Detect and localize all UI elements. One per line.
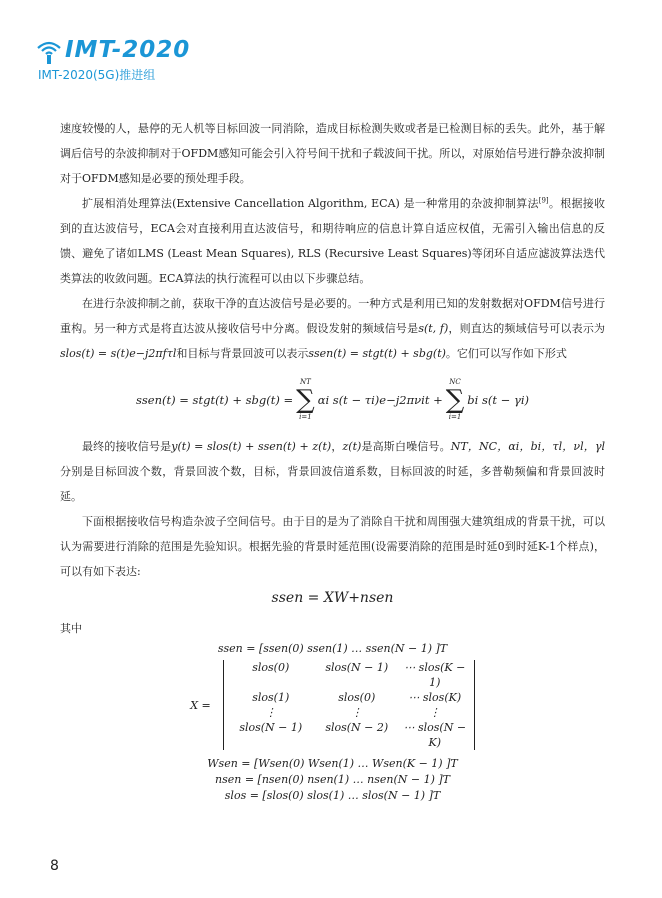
sum-symbol-2: NC ∑ i=1 [445,378,465,421]
subtitle: IMT-2020(5G)推进组 [38,68,156,82]
equation-matrix [60,660,605,750]
matrix-cell: ⋮ [429,706,441,719]
matrix-cell: slos(1) [252,691,290,704]
matrix-cell: slos(N − 1) [239,721,303,734]
sum-2-lower: i=1 [448,413,462,421]
paragraph-3-text-b: ，则直达的频域信号可以表示为 [448,322,606,335]
paragraph-6: 其中 [60,622,82,635]
inline-math-signal: s(t, f) [418,322,449,335]
equation-sum [60,370,605,430]
paragraph-3-text-c: 和目标与背景回波可以表示 [176,347,309,360]
matrix-cell: slos(0) [252,661,290,674]
sum-2-term: bi s(t − γi) [467,393,529,407]
main-content [60,116,605,804]
inline-math-los: slos(t) = s(t)e−j2πfτl [60,347,177,360]
matrix-cell: ⋮ [351,706,363,719]
paragraph-3-text-a: 在进行杂波抑制之前，获取干净的直达波信号是必要的。一种方式是利用已知的发射数据对OFDM信号进行重构。另一种方式是将直达波从接收信号中分离。假设发射的频域信号是 [60,297,605,335]
paragraph-2-text-a: 扩展相消处理算法(Extensive Cancellation Algorithm, ECA) 是一种常用的杂波抑制算法 [82,197,539,210]
paragraph-2-text-b: 。根据接收到的直达波信号，ECA会对直接利用直达波信号，和期待响应的信息计算自适应权值，无需引入输出信息的反馈、避免了诸如LMS (Least Mean Squares), RLS (Recursive Least Squares)等闭环自适应滤波算法迭代类算法的收敛问题。ECA算法的执行流程可以由以下步骤总结。 [60,197,605,285]
signal-wave-icon [34,36,64,64]
matrix-cell: slos(0) [338,691,376,704]
matrix-label: X = [190,698,211,712]
matrix-cell: ⋯ slos(K − 1) [404,661,466,689]
paragraph-2 [60,191,605,291]
paragraph-5: 下面根据接收信号构造杂波子空间信号。由于目的是为了消除自干扰和周围强大建筑组成的背景干扰，可以认为需要进行消除的范围是先验知识。根据先验的背景时延范围(设需要消除的范围是时延0到时延K-1个样点)，可以有如下表达: [60,515,605,578]
inline-math-vars: NT，NC，αi，bi，τl，νl，γl [450,440,606,453]
sum-2-upper: NC [449,378,461,386]
page-number: 8 [50,858,59,874]
paragraph-4-text-c: 是高斯白噪信号。 [361,440,451,453]
inline-math-sen: ssen(t) = stgt(t) + sbg(t) [308,347,446,360]
matrix-cell: ⋯ slos(N − K) [403,721,467,749]
header [34,36,254,96]
sum-1-term: αi s(t − τi)e−j2πνit + [317,393,443,407]
equation-sum-lhs: ssen(t) = stgt(t) + sbg(t) = [136,393,294,407]
matrix-cell: slos(N − 1) [325,661,389,674]
citation: [9] [538,196,549,205]
paragraph-3-text-d: 。它们可以写作如下形式 [445,347,567,360]
paragraph-3 [60,291,605,366]
sum-symbol-1: NT ∑ i=1 [296,378,315,421]
paragraph-1: 速度较慢的人，悬停的无人机等目标回波一同消除，造成目标检测失败或者是已检测目标的丢失。此外，基于解调后信号的杂波抑制对于OFDM感知可能会引入符号间干扰和子载波间干扰。所以，对原始信号进行静杂波抑制对于OFDM感知是必要的预处理手段。 [60,122,605,185]
paragraph-4-text-b: ， [331,440,343,453]
paragraph-4-text-a: 最终的接收信号是 [82,440,172,453]
logo-text: IMT-2020 [65,37,191,63]
logo [34,36,254,64]
matrix-cell: slos(N − 2) [325,721,389,734]
equation-ssen-vector: ssen = [ssen(0) ssen(1) … ssen(N − 1) ]T [217,642,448,655]
sum-1-lower: i=1 [299,413,312,421]
paragraph-4-text-d: 分别是目标回波个数，背景回波个数，目标，背景回波信道系数，目标回波的时延，多普勒频偏和背景回波时延。 [60,465,605,503]
equation-slos-vector: slos = [slos(0) slos(1) … slos(N − 1) ]T [224,789,441,802]
equation-wsen-vector: Wsen = [Wsen(0) Wsen(1) … Wsen(K − 1) ]T [207,757,458,770]
paragraph-4 [60,434,605,509]
inline-math-noise: z(t) [342,440,362,453]
matrix-cell: ⋯ slos(K) [408,691,462,704]
matrix-cell: ⋮ [265,706,277,719]
sum-1-upper: NT [300,378,311,386]
equation-nsen-vector: nsen = [nsen(0) nsen(1) … nsen(N − 1) ]T [215,773,450,786]
equation-main: ssen = XW+nsen [271,590,394,606]
inline-math-received: y(t) = slos(t) + ssen(t) + z(t) [171,440,332,453]
matrix-x [223,660,475,750]
